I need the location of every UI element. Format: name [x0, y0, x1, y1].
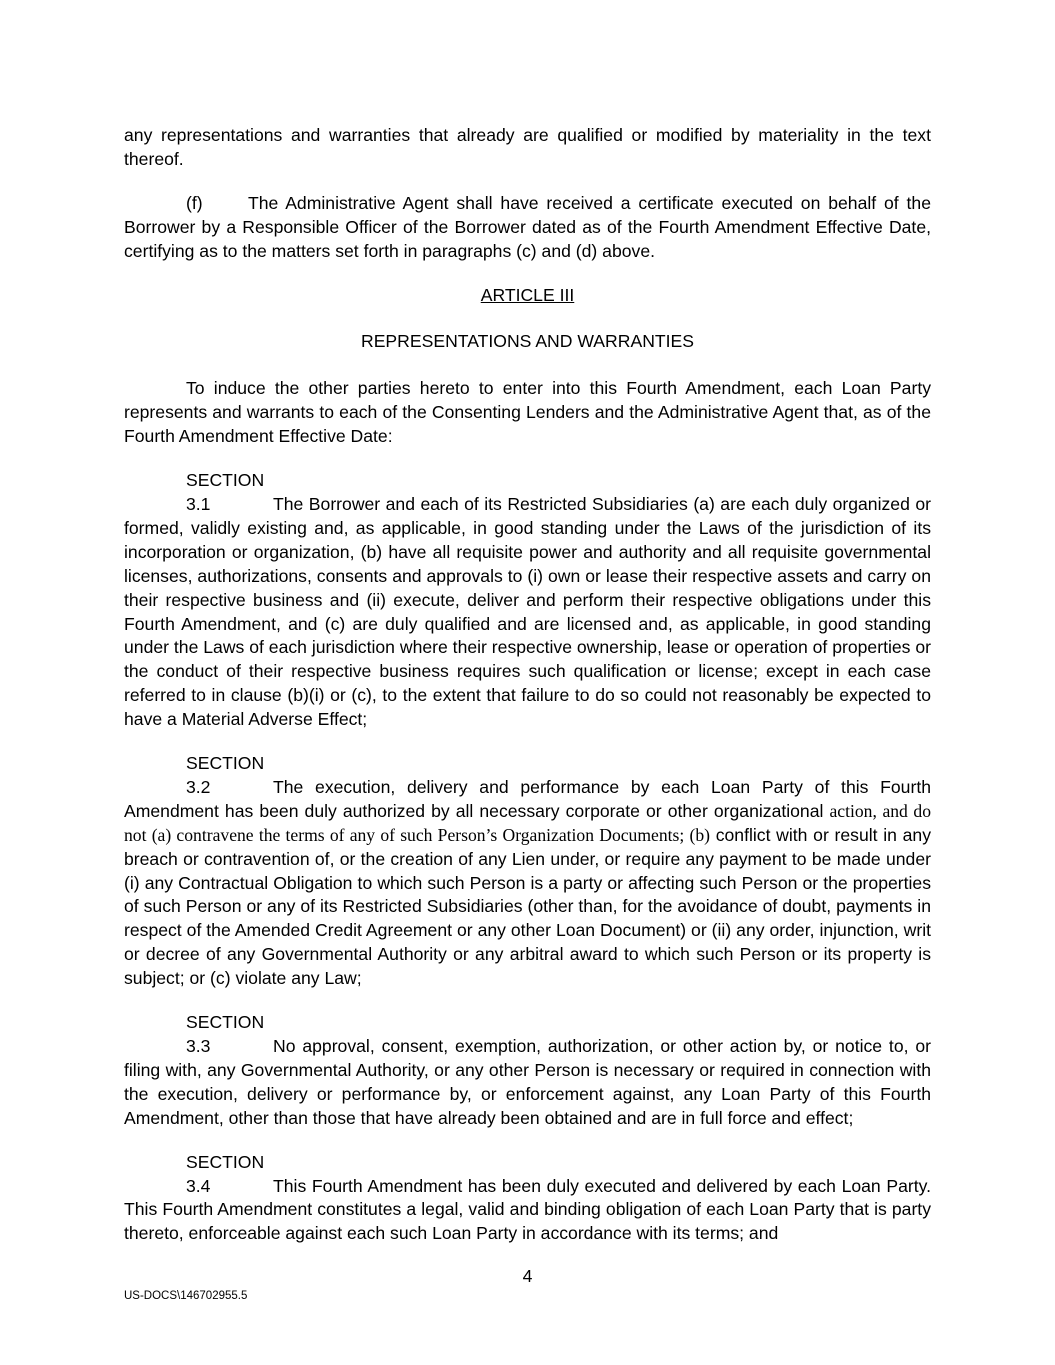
article-intro-paragraph: To induce the other parties hereto to enter into this Fourth Amendment, each Loan Party represents and warrants to each of the Consenting Lenders and the Administrative Agent that, as of the Fourth Amendment Effective Date: [124, 378, 931, 447]
document-page [124, 124, 931, 1266]
section-3-4-paragraph [124, 1151, 931, 1247]
section-3-1-label: SECTION 3.1 [186, 470, 265, 514]
section-3-1-text: The Borrower and each of its Restricted Subsidiaries (a) are each duly organized or formed, validly existing and, as applicable, in good standing under the Laws of the jurisdiction of its incorporation or organization, (b) have all requisite power and authority and all requisite governmental licenses, authorizations, consents and approvals to (i) own or lease their respective assets and carry on their respective business and (ii) execute, deliver and perform their respective obligations under this Fourth Amendment, and (c) are duly qualified and are licensed and, as applicable, in good standing under the Laws of each jurisdiction where their respective ownership, lease or operation of properties or the conduct of their respective business requires such qualification or license; except in each case referred to in clause (b)(i) or (c), to the extent that failure to do so could not reasonably be expected to have a Material Adverse Effect; [124, 493, 931, 730]
section-3-2-paragraph [124, 752, 931, 991]
section-3-2-text-b: conflict with or result in any breach or contravention of, or the creation of any Lien under, or require any payment to be made under (i) any Contractual Obligation to which such Person is a party or affecting such Person or the properties of such Person or any of its Restricted Subsidiaries (other than, for the avoidance of doubt, payments in respect of the Amended Credit Agreement or any other Loan Document) or (ii) any order, injunction, writ or decree of any Governmental Authority or any arbitral award to which such Person or its property is subject; or (c) violate any Law; [124, 824, 932, 989]
section-3-3-paragraph [124, 1011, 931, 1131]
section-3-2-text-serif: action, and do not (a) contravene the terms of any of such Person’s Organization Documents; (b) [124, 800, 932, 845]
section-3-4-label: SECTION 3.4 [186, 1151, 265, 1196]
document-id: US-DOCS\146702955.5 [124, 1290, 248, 1302]
page-number: 4 [522, 1266, 533, 1286]
section-3-4-text: This Fourth Amendment has been duly executed and delivered by each Loan Party. This Fourth Amendment constitutes a legal, valid and binding obligation of each Loan Party that is party thereto, enforceable against each such Loan Party in accordance with its terms; and [124, 1175, 931, 1244]
section-3-2-text-a: The execution, delivery and performance by each Loan Party of this Fourth Amendment has been duly authorized by all necessary corporate or other organizational [124, 776, 931, 821]
article-heading: ARTICLE III [480, 284, 575, 305]
clause-f-paragraph [124, 192, 931, 264]
article-title: REPRESENTATIONS AND WARRANTIES [360, 331, 695, 352]
section-3-3-label: SECTION 3.3 [186, 1012, 265, 1056]
section-3-1-paragraph [124, 469, 931, 732]
section-3-2-label: SECTION 3.2 [186, 753, 265, 797]
continuation-paragraph: any representations and warranties that already are qualified or modified by materiality in the text thereof. [124, 125, 931, 169]
clause-f-text: The Administrative Agent shall have received a certificate executed on behalf of the Borrower by a Responsible Officer of the Borrower dated as of the Fourth Amendment Effective Date, certifying as to the matters set forth in paragraphs (c) and (d) above. [124, 192, 931, 261]
section-3-3-text: No approval, consent, exemption, authorization, or other action by, or notice to, or filing with, any Governmental Authority, or any other Person is necessary or required in connection with the execution, delivery or performance by, or enforcement against, any Loan Party of this Fourth Amendment, other than those that have already been obtained and are in full force and effect; [124, 1036, 931, 1128]
clause-f-label: (f) [186, 192, 203, 213]
